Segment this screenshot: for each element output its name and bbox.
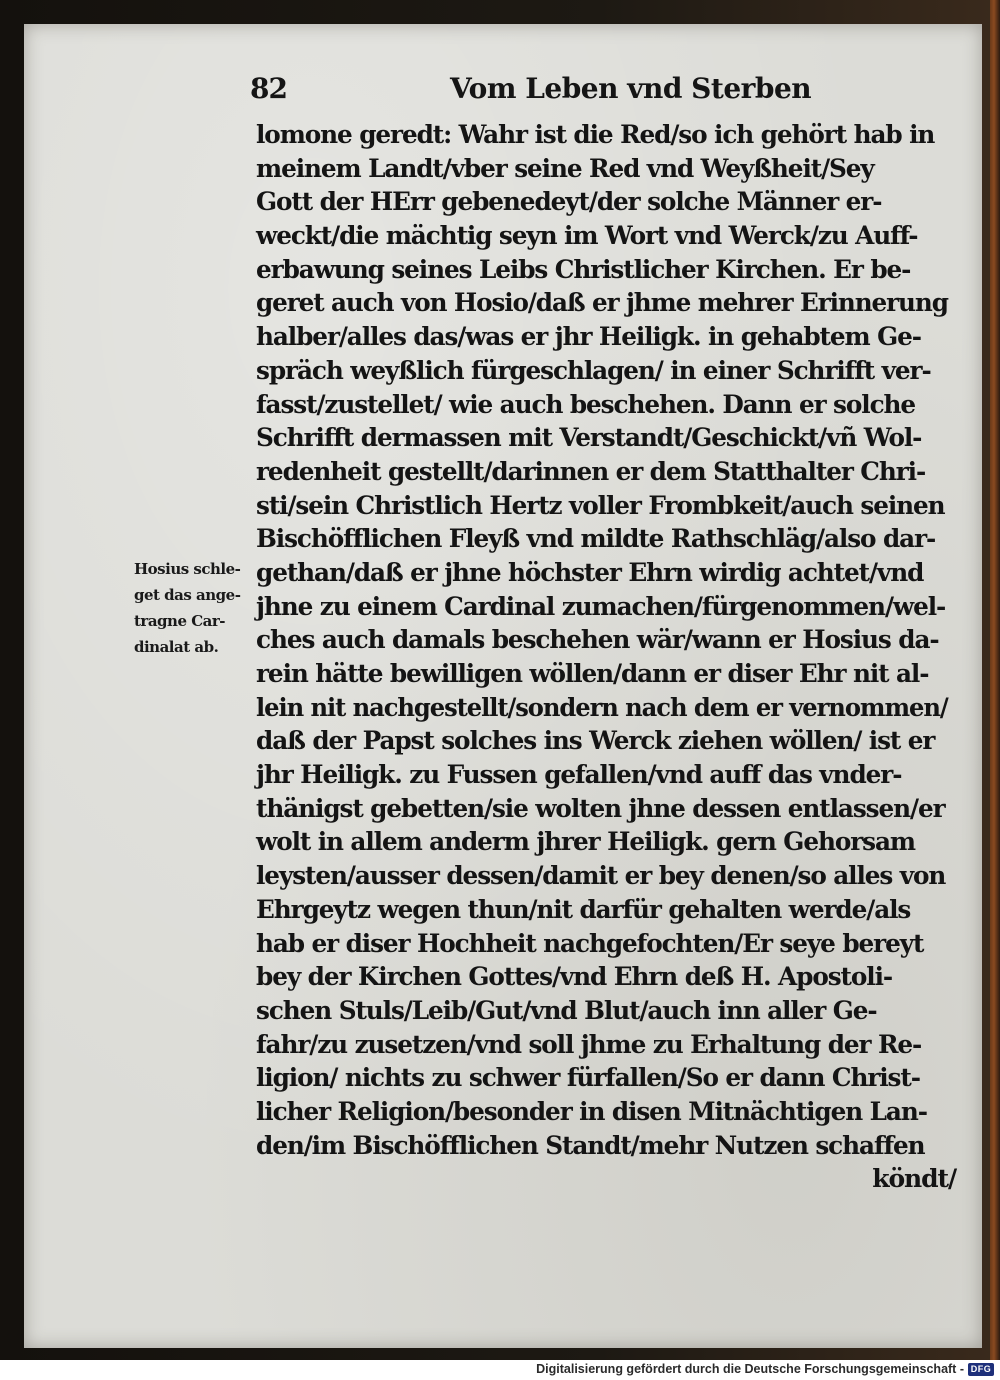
text-line: Gott der HErr gebenedeyt/der solche Männer er- xyxy=(256,187,882,217)
text-line: fasst/zustellet/ wie auch beschehen. Dann er solche xyxy=(256,389,916,419)
text-line: schen Stuls/Leib/Gut/vnd Blut/auch inn aller Ge- xyxy=(256,995,877,1025)
text-line: rein hätte bewilligen wöllen/dann er diser Ehr nit al- xyxy=(256,659,929,688)
page-header xyxy=(250,72,812,112)
running-title: Vom Leben vnd Sterben xyxy=(450,72,812,105)
text-line: lomone geredt: Wahr ist die Red/so ich gehört hab in xyxy=(256,120,935,149)
page-number: 82 xyxy=(250,72,287,105)
text-line: den/im Bischöfflichen Standt/mehr Nutzen schaffen xyxy=(256,1130,925,1160)
text-line: sti/sein Christlich Hertz voller Frombkeit/auch seinen xyxy=(256,490,945,520)
text-line: hab er diser Hochheit nachgefochten/Er seye bereyt xyxy=(256,928,924,958)
text-line: wolt in allem anderm jhrer Heiligk. gern Gehorsam xyxy=(256,827,915,857)
marginal-note-line: get das ange- xyxy=(134,586,241,604)
text-line: jhr Heiligk. zu Fussen gefallen/vnd auff das vnder- xyxy=(256,760,902,790)
text-line: lein nit nachgestellt/sondern nach dem er vernommen/ xyxy=(256,692,948,722)
text-line: Ehrgeytz wegen thun/nit darfür gehalten werde/als xyxy=(256,894,911,924)
text-line: geret auch von Hosio/daß er jhme mehrer Erinnerung xyxy=(256,288,948,318)
funding-credit: Digitalisierung gefördert durch die Deutsche Forschungsgemeinschaft - xyxy=(536,1362,964,1376)
text-line: licher Religion/besonder in disen Mitnächtigen Lan- xyxy=(256,1096,927,1126)
text-line: redenheit gestellt/darinnen er dem Statthalter Chri- xyxy=(256,456,926,486)
text-line: fahr/zu zusetzen/vnd soll jhme zu Erhaltung der Re- xyxy=(256,1029,922,1059)
text-line: jhne zu einem Cardinal zumachen/fürgenommen/wel- xyxy=(256,591,946,621)
text-line: halber/alles das/was er jhr Heiligk. in gehabtem Ge- xyxy=(256,322,921,352)
body-text xyxy=(256,118,956,1196)
marginal-note xyxy=(134,556,264,660)
text-line: spräch weyßlich fürgeschlagen/ in einer Schrifft ver- xyxy=(256,355,931,385)
book-edge xyxy=(990,0,1000,1360)
marginal-note-line: dinalat ab. xyxy=(134,638,219,656)
text-line: meinem Landt/vber seine Red vnd Weyßheit/Sey xyxy=(256,153,874,183)
catchword-line: köndt/ xyxy=(872,1164,956,1194)
text-line: erbawung seines Leibs Christlicher Kirchen. Er be- xyxy=(256,254,911,284)
marginal-note-line: tragne Car- xyxy=(134,612,225,630)
text-line: ches auch damals beschehen wär/wann er Hosius da- xyxy=(256,625,939,655)
text-line: leysten/ausser dessen/damit er bey denen/so alles von xyxy=(256,861,946,891)
text-line: ligion/ nichts zu schwer fürfallen/So er dann Christ- xyxy=(256,1063,920,1093)
text-line: thänigst gebetten/sie wolten jhne dessen entlassen/er xyxy=(256,793,945,823)
text-line: gethan/daß er jhne höchster Ehrn wirdig achtet/vnd xyxy=(256,557,924,587)
text-line: weckt/die mächtig seyn im Wort vnd Werck/zu Auff- xyxy=(256,221,918,251)
marginal-note-line: Hosius schle- xyxy=(134,560,241,578)
dfg-logo-icon: DFG xyxy=(968,1363,994,1376)
text-line: bey der Kirchen Gottes/vnd Ehrn deß H. Apostoli- xyxy=(256,962,893,992)
text-line: Schrifft dermassen mit Verstandt/Geschickt/vñ Wol- xyxy=(256,423,922,453)
text-line: daß der Papst solches ins Werck ziehen wöllen/ ist er xyxy=(256,726,935,756)
text-line: Bischöfflichen Fleyß vnd mildte Rathschläg/also dar- xyxy=(256,524,936,554)
digitization-footer xyxy=(0,1360,1000,1380)
